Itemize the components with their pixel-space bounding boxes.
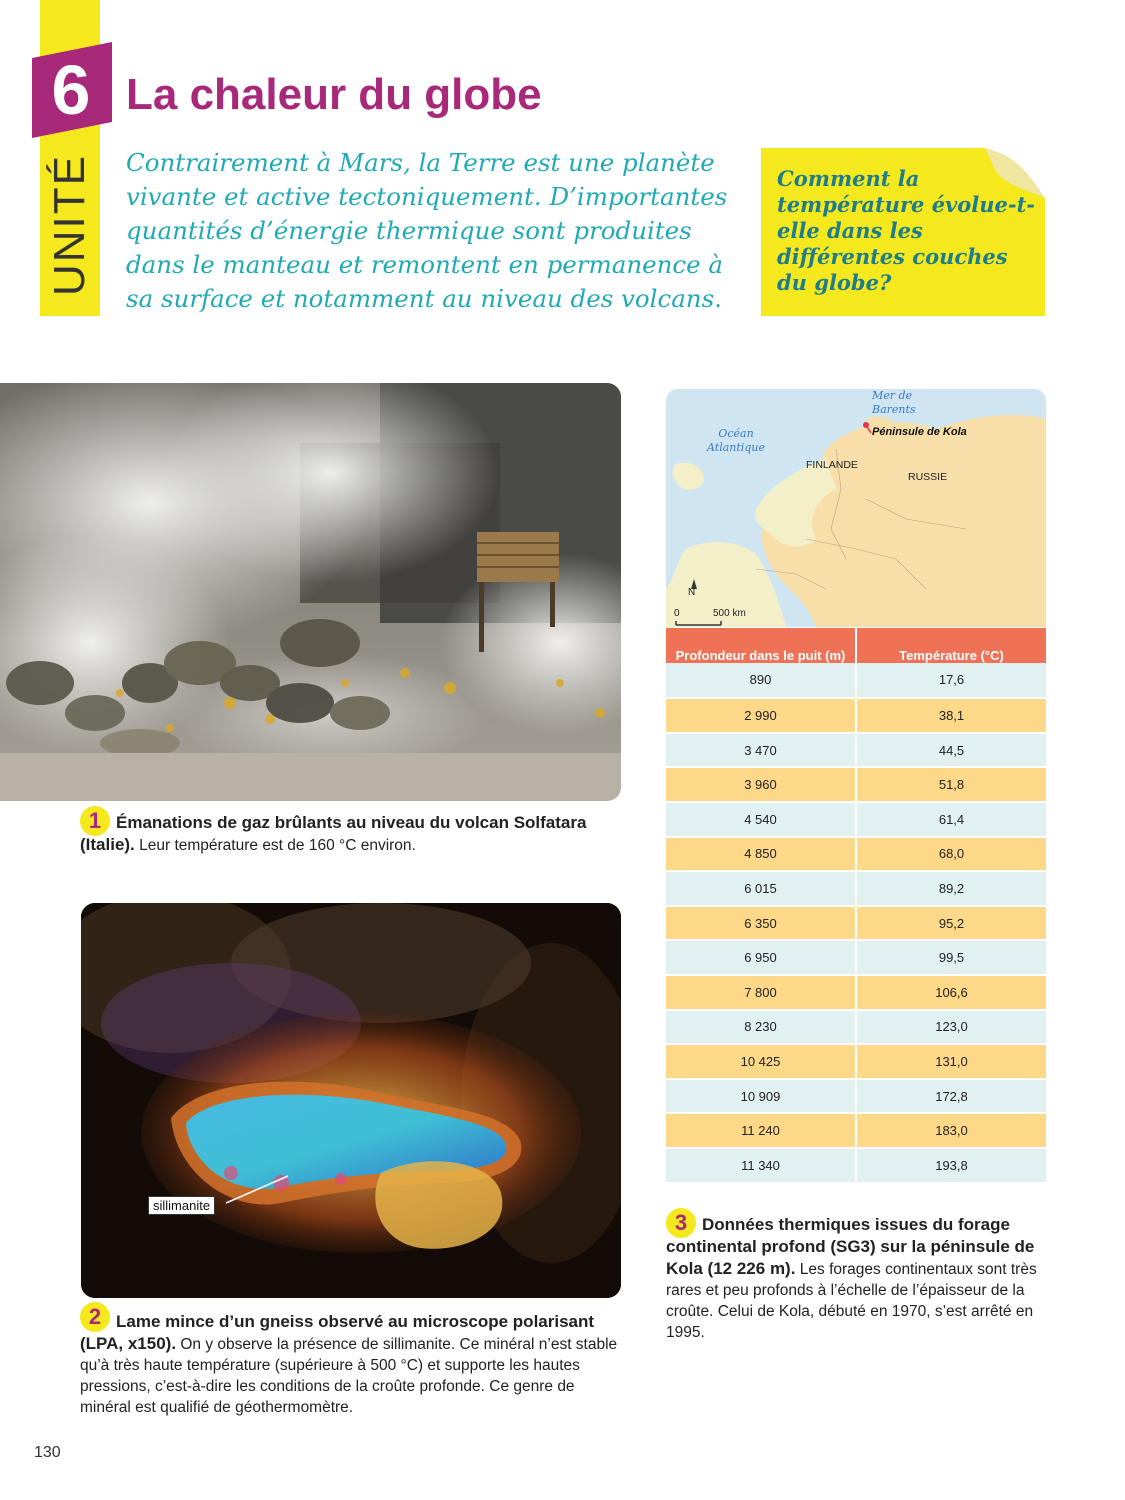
map-label-barents: Mer de Barents xyxy=(872,389,916,416)
doc2-caption-title: Lame mince d’un gneiss observé au microscope polarisant (LPA, x150). xyxy=(80,1312,595,1353)
table-row xyxy=(666,974,1046,1009)
temperature-cell: 123,0 xyxy=(857,1011,1046,1044)
doc3-caption-title: Données thermiques issues du forage continental profond (SG3) sur la péninsule de Kola (12 226 m). xyxy=(666,1215,1035,1278)
map-scale-km: 500 km xyxy=(713,608,746,619)
doc3-badge: 3 xyxy=(666,1208,696,1238)
table-row xyxy=(666,905,1046,940)
depth-cell: 4 540 xyxy=(666,803,857,836)
map-label-kola: Péninsule de Kola xyxy=(872,426,967,438)
gneiss-micrograph xyxy=(81,903,621,1298)
doc1-caption xyxy=(80,812,620,856)
temperature-cell: 131,0 xyxy=(857,1045,1046,1078)
table-header-row xyxy=(666,628,1046,663)
depth-cell: 3 960 xyxy=(666,768,857,801)
temperature-cell: 183,0 xyxy=(857,1114,1046,1147)
temperature-cell: 193,8 xyxy=(857,1149,1046,1182)
unit-number: 6 xyxy=(51,51,91,129)
depth-cell: 4 850 xyxy=(666,838,857,871)
temperature-cell: 89,2 xyxy=(857,872,1046,905)
page-title: La chaleur du globe xyxy=(126,70,542,119)
map-label-atlantic: Océan Atlantique xyxy=(707,427,765,454)
table-row xyxy=(666,939,1046,974)
doc3-caption xyxy=(666,1214,1046,1343)
temperature-cell: 106,6 xyxy=(857,976,1046,1009)
header-depth: Profondeur dans le puit (m) xyxy=(666,628,857,683)
table-row xyxy=(666,732,1046,767)
table-row xyxy=(666,1009,1046,1044)
depth-cell: 2 990 xyxy=(666,699,857,732)
page-number: 130 xyxy=(34,1444,61,1461)
doc2-badge: 2 xyxy=(80,1302,110,1332)
temperature-cell: 95,2 xyxy=(857,907,1046,940)
temperature-cell: 17,6 xyxy=(857,663,1046,698)
header-temperature: Température (°C) xyxy=(857,628,1046,683)
temperature-cell: 38,1 xyxy=(857,699,1046,732)
table-row xyxy=(666,766,1046,801)
doc3-caption-text: Les forages continentaux sont très rares et peu profonds à l’échelle de l’épaisseur de la croûte. Celui de Kola, débuté en 1970, s’est arrêté en 1995. xyxy=(666,1261,1037,1341)
intro-text: Contrairement à Mars, la Terre est une planète vivante et active tectoniquement. D’importantes quantités d’énergie thermique sont produites dans le manteau et remontent en permanence à sa surface et notamment au niveau des volcans. xyxy=(126,148,728,313)
depth-cell: 6 350 xyxy=(666,907,857,940)
temperature-cell: 99,5 xyxy=(857,941,1046,974)
table-row xyxy=(666,870,1046,905)
table-row xyxy=(666,1147,1046,1182)
table-row xyxy=(666,1078,1046,1113)
temperature-cell: 61,4 xyxy=(857,803,1046,836)
doc1-caption-text: Leur température est de 160 °C environ. xyxy=(139,837,416,854)
table-row xyxy=(666,1112,1046,1147)
temperature-cell: 68,0 xyxy=(857,838,1046,871)
doc1-badge: 1 xyxy=(80,806,110,836)
doc2-caption xyxy=(80,1311,620,1418)
depth-cell: 890 xyxy=(666,663,857,698)
doc2-caption-text: On y observe la présence de sillimanite. Ce minéral n’est stable qu’à très haute température (supérieure à 500 °C) et supporte les hautes pressions, c’est-à-dire les conditions de la croûte profonde. Ce genre de minéral est qualifié de géothermomètre. xyxy=(80,1336,618,1416)
depth-cell: 7 800 xyxy=(666,976,857,1009)
unit-word: UNITÉ xyxy=(45,154,94,296)
question-text: Comment la température évolue-t-elle dans les différentes couches du globe? xyxy=(777,166,1036,295)
depth-cell: 3 470 xyxy=(666,734,857,767)
table-row xyxy=(666,697,1046,732)
temperature-cell: 172,8 xyxy=(857,1080,1046,1113)
table-row xyxy=(666,836,1046,871)
table-row xyxy=(666,663,1046,698)
table-row xyxy=(666,1043,1046,1078)
temperature-cell: 51,8 xyxy=(857,768,1046,801)
kola-map xyxy=(666,389,1046,627)
depth-cell: 6 015 xyxy=(666,872,857,905)
kola-temperature-table xyxy=(666,628,1046,1182)
depth-cell: 8 230 xyxy=(666,1011,857,1044)
map-scale-zero: 0 xyxy=(674,608,680,619)
map-north-label: N xyxy=(688,587,696,598)
solfatara-photo xyxy=(0,383,621,801)
table-body xyxy=(666,663,1046,1182)
depth-cell: 11 240 xyxy=(666,1114,857,1147)
table-row xyxy=(666,801,1046,836)
depth-cell: 10 425 xyxy=(666,1045,857,1078)
depth-cell: 11 340 xyxy=(666,1149,857,1182)
map-label-finland: FINLANDE xyxy=(806,459,858,471)
unit-label xyxy=(40,140,100,310)
depth-cell: 6 950 xyxy=(666,941,857,974)
sillimanite-label: sillimanite xyxy=(148,1196,215,1215)
map-label-russia: RUSSIE xyxy=(908,471,948,483)
depth-cell: 10 909 xyxy=(666,1080,857,1113)
unit-number-badge xyxy=(28,40,114,140)
doc1-caption-title: Émanations de gaz brûlants au niveau du volcan Solfatara (Italie). xyxy=(80,813,587,854)
temperature-cell: 44,5 xyxy=(857,734,1046,767)
